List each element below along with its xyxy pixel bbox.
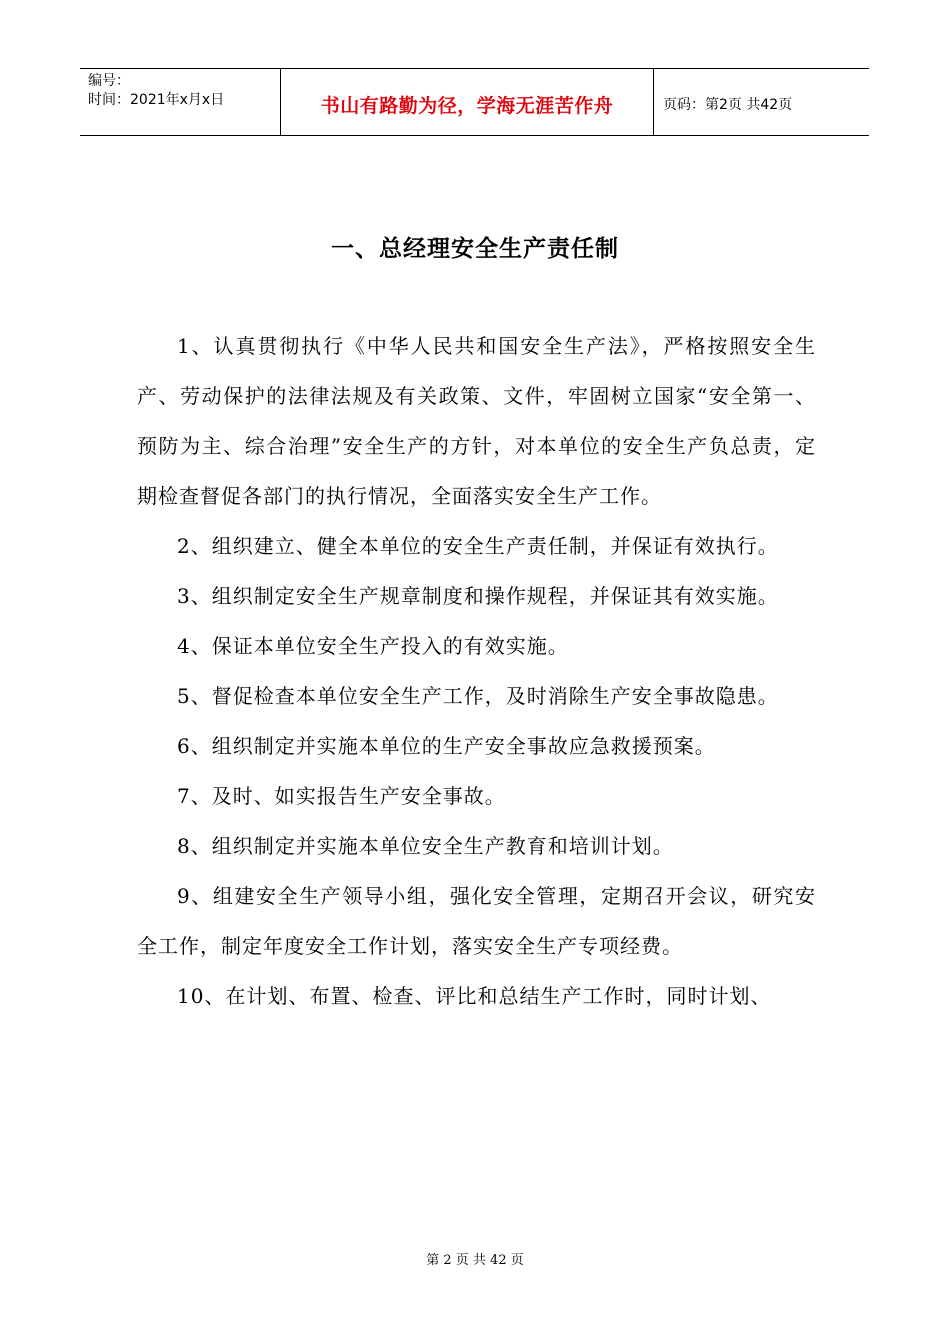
paragraph: 2、组织建立、健全本单位的安全生产责任制，并保证有效执行。 xyxy=(177,534,779,558)
paragraph: 6、组织制定并实施本单位的生产安全事故应急救援预案。 xyxy=(177,734,716,758)
paragraph: 3、组织制定安全生产规章制度和操作规程，并保证其有效实施。 xyxy=(177,584,779,608)
page-footer: 第 2 页 共 42 页 xyxy=(426,1253,524,1268)
paragraph: 1、认真贯彻执行《中华人民共和国安全生产法》，严格按照安全生产、劳动保护的法律法规及有关政策、文件，牢固树立国家“安全第一、预防为主、综合治理”安全生产的方针，对本单位的安全生产负总责，定期检查督促各部门的执行情况，全面落实安全生产工作。 xyxy=(137,334,816,508)
header-page-cell xyxy=(654,69,869,135)
document-body xyxy=(137,321,816,1021)
paragraph: 7、及时、如实报告生产安全事故。 xyxy=(177,784,506,808)
header-motto-cell xyxy=(281,69,654,135)
paragraph: 9、组建安全生产领导小组，强化安全管理，定期召开会议，研究安全工作，制定年度安全工作计划，落实安全生产专项经费。 xyxy=(137,884,816,958)
paragraph: 4、保证本单位安全生产投入的有效实施。 xyxy=(177,634,569,658)
header-meta xyxy=(80,69,281,135)
paragraph: 10、在计划、布置、检查、评比和总结生产工作时，同时计划、 xyxy=(177,984,772,1008)
header-page-info: 页码：第2页 共42页 xyxy=(663,97,793,113)
header-motto: 书山有路勤为径，学海无涯苦作舟 xyxy=(320,94,614,117)
document-title: 一、总经理安全生产责任制 xyxy=(331,236,619,262)
paragraph: 5、督促检查本单位安全生产工作，及时消除生产安全事故隐患。 xyxy=(177,684,779,708)
paragraph: 8、组织制定并实施本单位安全生产教育和培训计划。 xyxy=(177,834,674,858)
date-label: 时间：2021年x月x日 xyxy=(88,92,225,108)
serial-label: 编号： xyxy=(88,73,130,89)
page-header xyxy=(80,68,869,136)
